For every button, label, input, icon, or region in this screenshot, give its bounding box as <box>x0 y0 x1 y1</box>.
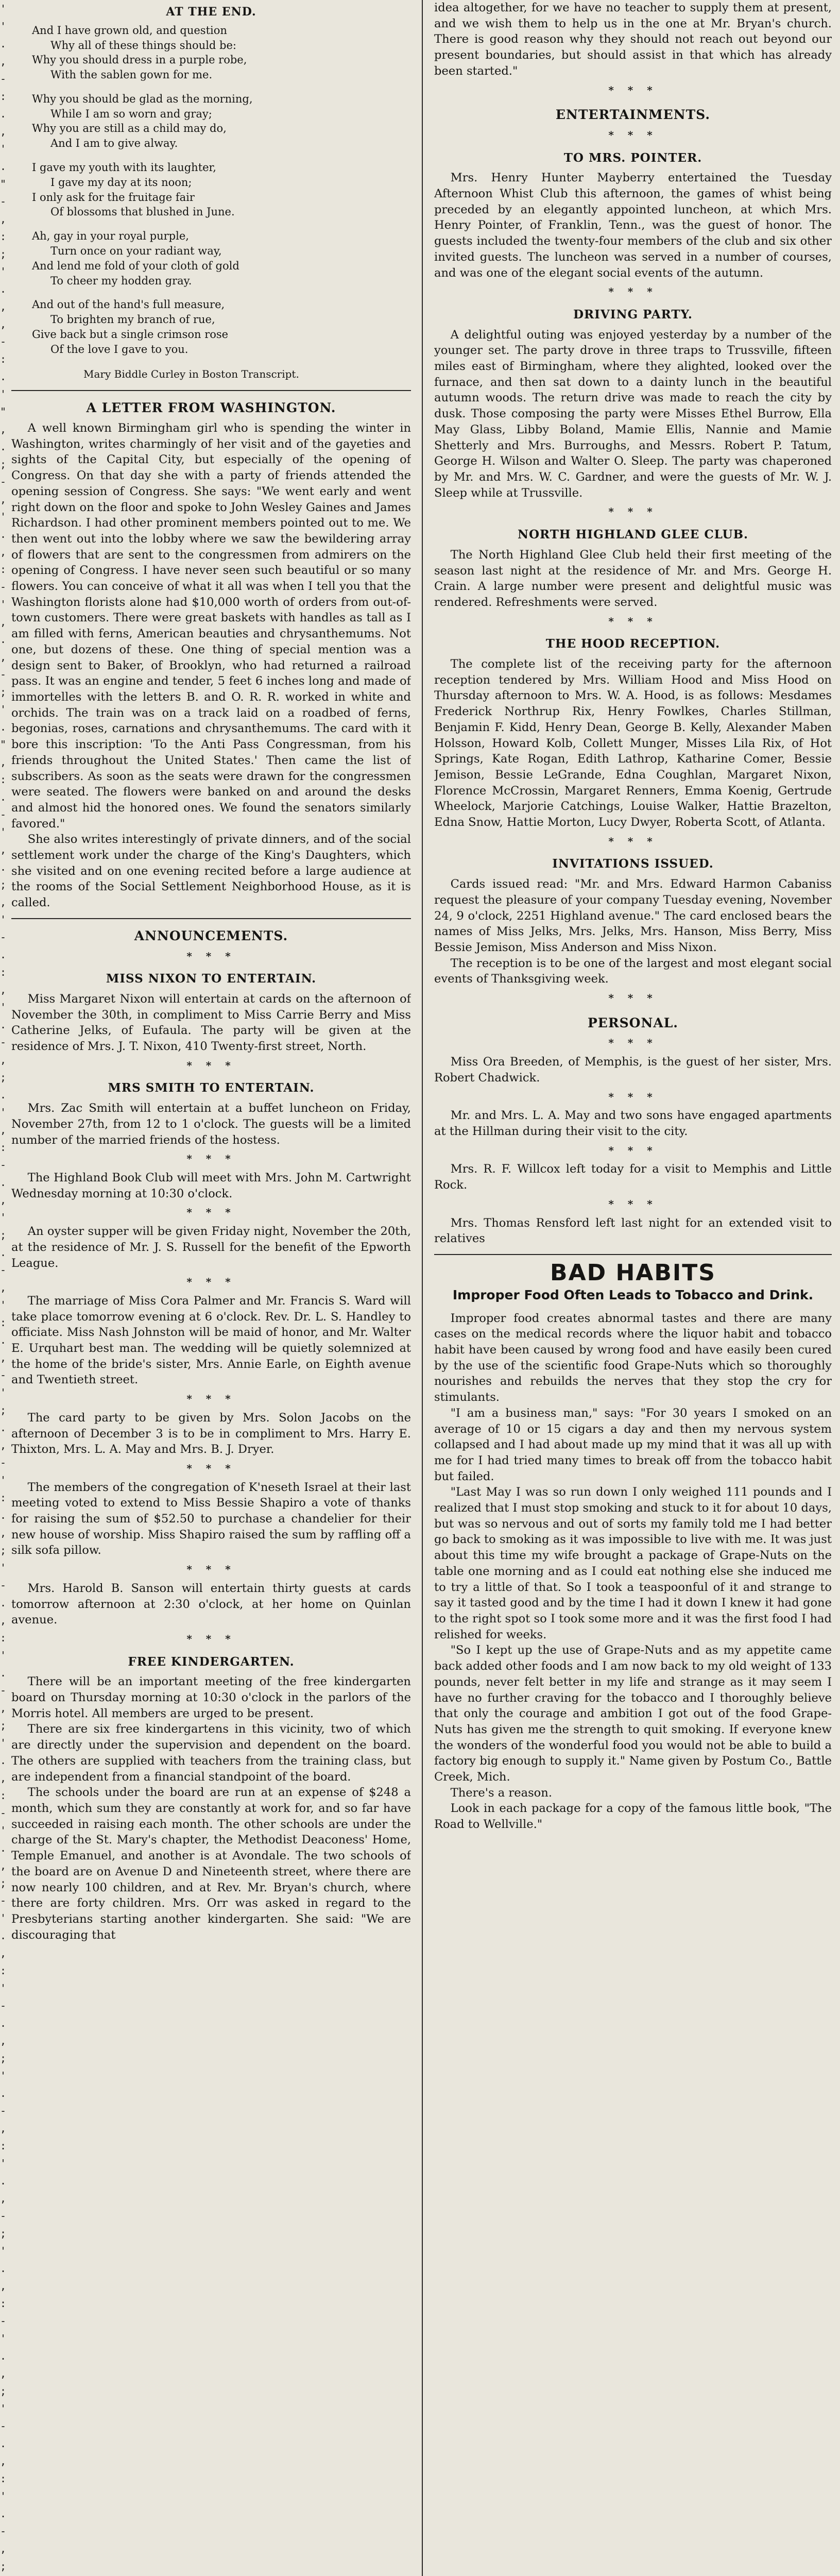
poem-stanza <box>32 23 411 82</box>
entertainment-title: TO MRS. POINTER. <box>563 150 702 165</box>
continued-text: idea altogether, for we have no teacher to supply them at present, and we wish them to help us in the one at Mr. Bryan's church. There is good reason why they should not reach out beyond our present boundaries, but should assist in that which has already been started." <box>434 1 832 78</box>
divider <box>11 918 411 919</box>
washington-article <box>11 420 411 911</box>
poem-line: Why you should be glad as the morning, <box>32 92 253 105</box>
entertainment-body: Cards issued read: "Mr. and Mrs. Edward Harmon Cabaniss request the pleasure of your company Tuesday evening, November 24, 9 o'clock, 2251 Highland avenue." The card enclosed bears the names of Miss Jelks, Mrs. Jelks, Mrs. Hanson, Miss Berry, Miss Bessie Jemison, Miss Anderson and Miss Nixon. <box>434 877 832 954</box>
poem-line: Of blossoms that blushed in June. <box>50 206 235 218</box>
personal-item: Mr. and Mrs. L. A. May and two sons have engaged apartments at the Hillman during their visit to the city. <box>434 1109 832 1138</box>
announcement-title: MRS SMITH TO ENTERTAIN. <box>108 1081 315 1095</box>
separator-stars: * * * <box>186 950 236 962</box>
ad-paragraph: Look in each package for a copy of the famous little book, "The Road to Wellville." <box>434 1802 832 1832</box>
poem-line: I only ask for the fruitage fair <box>32 191 195 204</box>
poem-line: To brighten my branch of rue, <box>50 313 215 326</box>
column-rule <box>422 0 423 2576</box>
announcement-body: The Highland Book Club will meet with Mrs. John M. Cartwright Wednesday morning at 10:30 o'clock. <box>11 1171 411 1200</box>
entertainment-body: A delightful outing was enjoyed yesterday by a number of the younger set. The party drove in three traps to Trussville, fifteen miles east of Birmingham, where they alighted, looked over the furnace, and then sat down to a dainty lunch in the beautiful autumn woods. The return drive was made to reach the city by dusk. Those composing the party were Misses Ethel Burrow, Ella May Glass, Libby Boland, Mamie Ellis, Nannie and Mamie Shetterly and Mrs. Burroughs, and Messrs. Robert P. Tatum, George H. Wilson and Walter O. Sleep. The party was chaperoned by Mr. and Mrs. W. C. Gardner, and were the guests of Mr. W. J. Sleep while at Trussville. <box>434 328 832 500</box>
announcement-title: MISS NIXON TO ENTERTAIN. <box>106 972 317 986</box>
poem-line: I gave my day at its noon; <box>50 176 192 189</box>
separator-stars: * * * <box>186 1206 236 1219</box>
entertainment-title: THE HOOD RECEPTION. <box>545 637 721 651</box>
entertainments-heading: ENTERTAINMENTS. <box>555 107 711 123</box>
article-paragraph: The schools under the board are run at an expense of $248 a month, which sum they are constantly at work for, and so far have succeeded in raising each month. The other schools are under the charge of the St. Mary's chapter, the Methodist Deaconess' Home, Temple Emanuel, and another is at Avondale. The two schools of the board are on Avenue D and Nineteenth street, where there are now nearly 100 children, and at Rev. Mr. Bryan's church, where there are forty children. Mrs. Orr was asked in regard to the Presbyterians starting another kindergarten. She said: "We are discouraging that <box>11 1786 411 1942</box>
entertainment-body: The North Highland Glee Club held their first meeting of the season last night at the residence of Mr. and Mrs. George H. Crain. A large number were present and delightful music was rendered. Refreshments were served. <box>434 548 832 609</box>
poem-line: While I am so worn and gray; <box>50 107 212 120</box>
entertainment-title: DRIVING PARTY. <box>573 307 693 321</box>
poem-line: I gave my youth with its laughter, <box>32 161 216 174</box>
separator-stars: * * * <box>608 835 658 848</box>
entertainment-body: The complete list of the receiving party for the afternoon reception tendered by Mrs. William Hood and Miss Hood on Thursday afternoon to Mrs. W. A. Hood, is as follows: Mesdames Frederick Northrup Rix, Henry Fowlkes, Charles Stillman, Benjamin F. Kidd, Henry Dean, George B. Kelly, Alexander Maben Holsson, Howard Kolb, Collett Munger, Misses Lila Rix, of Hot Springs, Kate Rogan, Edith Lathrop, Katharine Comer, Bessie Jemison, Bessie LeGrande, Edna Coughlan, Margaret Nixon, Florence McCrossin, Margaret Renners, Emma Koenig, Gertrude Wheelock, Marjorie Catchings, Louise Walker, Hattie Brazelton, Edna Snow, Hattie Morton, Lucy Dwyer, Roberta Scott, of Atlanta. <box>434 657 832 829</box>
left-edge-print-marks: ' ' . , - : . , ' . " - , : ; ' . , , - : . ' " , . ; - , ' . , : - ' , . , - ; ' . " , : . - ' , . ; , ' - . : , ' . - , ; . ' , : - . , ' ; . - , ' : . , - ' ; . , - ' : . , ; ' - . , : ' . - , ; ' . , : - ' . , ; - ' . , : ' - . , ; ' . - , : ' . , - ; ' . , : - ' . , ; ' - . , : ' . - , ; <box>0 3 7 2572</box>
separator-stars: * * * <box>608 285 658 298</box>
separator-stars: * * * <box>186 1632 236 1645</box>
article-paragraph: There are six free kindergartens in this vicinity, two of which are directly under the supervision and dependent on the board. The others are supplied with teachers from the training class, but are independent from a financial standpoint of the board. <box>11 1722 411 1784</box>
separator-stars: * * * <box>186 1059 236 1072</box>
poem-stanza <box>32 92 411 151</box>
poem-stanza <box>32 229 411 288</box>
ad-paragraph: Improper food creates abnormal tastes and there are many cases on the medical records where the liquor habit and tobacco habit have been caused by wrong food and have easily been cured by the use of the scientific food Grape-Nuts which so thoroughly nourishes and rebuilds the nerves that they stop the cry for stimulants. <box>434 1311 832 1404</box>
ad-paragraph: "Last May I was so run down I only weighed 111 pounds and I realized that I must stop smoking and stuck to it for about 10 days, but was so nervous and out of sorts my family told me I had better go back to smoking as it was impossible to live with me. It was just about this time my wife brought a package of Grape-Nuts on the table one morning and as I could eat nothing else she induced me to try a little of that. So I took a teaspoonful of it and strange to say it tasted good and by the time I had it down I knew it had gone to the right spot so I took some more and it was the first food I had relished for weeks. <box>434 1485 832 1641</box>
personal-item: Mrs. R. F. Willcox left today for a visit to Memphis and Little Rock. <box>434 1162 832 1192</box>
separator-stars: * * * <box>608 1144 658 1157</box>
separator-stars: * * * <box>186 1563 236 1576</box>
poem-line: Of the love I gave to you. <box>50 343 188 355</box>
article-paragraph: A well known Birmingham girl who is spending the winter in Washington, writes charmingly of her visit and of the gayeties and sights of the Capital City, but especially of the opening of Congress. On that day she with a party of friends attended the opening session of Congress. She says: "We went early and went right down on the floor and spoke to John Wesley Gaines and James Richardson. I had other prominent members pointed out to me. We then went out into the lobby where we saw the bewildering array of flowers that are sent to the congressmen from admirers on the opening of Congress. I have never seen such beautiful or so many flowers. You can conceive of what it all was when I tell you that the Washington florists alone had $10,000 worth of orders from out-of-town customers. There were great baskets with handles as tall as I am filled with ferns, American beauties and chrysanthemums. Not one, but dozens of these. One thing of special mention was a design sent to Baker, of Brooklyn, who had returned a railroad pass. It was an engine and tender, 5 feet 6 inches long and made of immortelles with the letters B. and O. R. R. worked in white and orchids. The train was on a track laid on a roadbed of ferns, begonias, roses, carnations and chrysanthemums. The card with it bore this inscription: 'To the Anti Pass Congressman, from his friends throughout the United States.' Then came the list of subscribers. As soon as the seats were drawn for the congressmen were seated. The flowers were banked on and around the desks and almost hid the honored ones. We found the senators similarly favored." <box>11 421 411 831</box>
separator-stars: * * * <box>186 1462 236 1475</box>
poem-author: Mary Biddle Curley in Boston Transcript. <box>83 367 299 380</box>
poem-line: Why all of these things should be: <box>50 39 236 52</box>
right-column <box>434 0 832 2576</box>
entertainment-title: NORTH HIGHLAND GLEE CLUB. <box>517 528 749 542</box>
ad-paragraph: "I am a business man," says: "For 30 years I smoked on an average of 10 or 15 cigars a day and then my nervous system collapsed and I had about made up my mind that it was all up with me for I had tried many times to break off from the tobacco habit but failed. <box>434 1406 832 1483</box>
personal-item: Miss Ora Breeden, of Memphis, is the guest of her sister, Mrs. Robert Chadwick. <box>434 1055 832 1084</box>
separator-stars: * * * <box>608 83 658 96</box>
poem-line: And lend me fold of your cloth of gold <box>32 259 239 272</box>
poem-line: Why you should dress in a purple robe, <box>32 54 247 66</box>
poem-line: Why you are still as a child may do, <box>32 122 227 135</box>
separator-stars: * * * <box>608 505 658 518</box>
washington-heading: A LETTER FROM WASHINGTON. <box>86 400 336 416</box>
separator-stars: * * * <box>608 1090 658 1103</box>
announcement-body: The marriage of Miss Cora Palmer and Mr. Francis S. Ward will take place tomorrow evening at 6 o'clock. Rev. Dr. L. S. Handley to officiate. Miss Nash Johnston will be maid of honor, and Mr. Walter E. Urquhart best man. The wedding will be quietly solemnized at the home of the bride's sister, Mrs. Annie Earle, on Eighth avenue and Twentieth street. <box>11 1294 411 1387</box>
ad-subtitle: Improper Food Often Leads to Tobacco and Drink. <box>452 1287 814 1302</box>
ad-title: BAD HABITS <box>550 1259 716 1286</box>
separator-stars: * * * <box>186 1276 236 1289</box>
divider <box>434 1254 832 1255</box>
announcement-body: The members of the congregation of K'neseth Israel at their last meeting voted to extend to Miss Bessie Shapiro a vote of thanks for raising the sum of $52.50 to purchase a chandelier for their new house of worship. Miss Shapiro raised the sum by raffling off a silk sofa pillow. <box>11 1480 411 1557</box>
personal-list <box>434 1054 832 1247</box>
poem-line: And I am to give alway. <box>50 137 178 150</box>
poem-stanza <box>32 160 411 219</box>
entertainments-list <box>434 150 832 987</box>
article-paragraph: There will be an important meeting of the free kindergarten board on Thursday morning at 10:30 o'clock in the parlors of the Morris hotel. All members are urged to be present. <box>11 1675 411 1720</box>
separator-stars: * * * <box>608 992 658 1005</box>
poem-line: Turn once on your radiant way, <box>50 245 222 258</box>
poem-line: And I have grown old, and question <box>32 24 227 37</box>
poem-line: To cheer my hodden gray. <box>50 274 192 287</box>
separator-stars: * * * <box>608 128 658 141</box>
poem-line: Ah, gay in your royal purple, <box>32 230 189 243</box>
separator-stars: * * * <box>186 1153 236 1165</box>
article-paragraph: She also writes interestingly of private dinners, and of the social settlement work under the charge of the King's Daughters, which she visited and on one evening recited before a large audience at the rooms of the Social Settlement Neighborhood House, as it is called. <box>11 833 411 910</box>
announcement-body: Mrs. Harold B. Sanson will entertain thirty guests at cards tomorrow afternoon at 2:30 o'clock, at her home on Quinlan avenue. <box>11 1581 411 1627</box>
personal-heading: PERSONAL. <box>588 1015 678 1030</box>
separator-stars: * * * <box>608 615 658 628</box>
announcements-heading: ANNOUNCEMENTS. <box>134 928 288 943</box>
poem-line: With the sablen gown for me. <box>50 69 213 81</box>
announcement-body: Mrs. Zac Smith will entertain at a buffet luncheon on Friday, November 27th, from 12 to 1 o'clock. The guests will be a limited number of the married friends of the hostess. <box>11 1101 411 1147</box>
separator-stars: * * * <box>608 1197 658 1210</box>
poem <box>32 23 411 357</box>
announcement-body: An oyster supper will be given Friday night, November the 20th, at the residence of Mr. J. S. Russell for the benefit of the Epworth League. <box>11 1225 411 1270</box>
personal-item: Mrs. Thomas Rensford left last night for an extended visit to relatives <box>434 1216 832 1246</box>
ad-paragraph: "So I kept up the use of Grape-Nuts and as my appetite came back added other foods and I am now back to my old weight of 133 pounds, never felt better in my life and strange as it may seem I have no further craving for the tobacco and I thoroughly believe that only the courage and ambition I got out of the food Grape-Nuts has given me the strength to quit smoking. If everyone knew the wonders of the wonderful food you would not be able to build a factory big enough to supply it." Name given by Postum Co., Battle Creek, Mich. <box>434 1643 832 1784</box>
kindergarten-article <box>11 1674 411 1943</box>
ad-body <box>434 1311 832 1833</box>
poem-line: Give back but a single crimson rose <box>32 328 229 341</box>
ad-paragraph: There's a reason. <box>450 1786 553 1800</box>
announcement-body: The card party to be given by Mrs. Solon Jacobs on the afternoon of December 3 is to be in compliment to Mrs. Harry E. Thixton, Mrs. L. A. May and Mrs. B. J. Dryer. <box>11 1411 411 1456</box>
kindergarten-title: FREE KINDERGARTEN. <box>128 1654 295 1669</box>
left-column <box>11 0 411 2576</box>
poem-line: And out of the hand's full measure, <box>32 298 225 311</box>
separator-stars: * * * <box>608 1037 658 1049</box>
poem-title: AT THE END. <box>166 5 256 19</box>
announcement-body: Miss Margaret Nixon will entertain at cards on the afternoon of November the 30th, in compliment to Miss Carrie Berry and Miss Catherine Jelks, of Eufaula. The party will be given at the residence of Mrs. J. T. Nixon, 410 Twenty-first street, North. <box>11 992 411 1054</box>
entertainment-body: The reception is to be one of the largest and most elegant social events of Thanksgiving week. <box>434 956 832 986</box>
announcements-list <box>11 971 411 1647</box>
entertainment-body: Mrs. Henry Hunter Mayberry entertained the Tuesday Afternoon Whist Club this afternoon, the games of whist being preceded by an elegantly appointed luncheon, at which Mrs. Henry Pointer, of Franklin, Tenn., was the guest of honor. The guests included the twenty-four members of the club and six other invited guests. The luncheon was served in a number of courses, and was one of the elegant social events of the autumn. <box>434 171 832 280</box>
entertainment-title: INVITATIONS ISSUED. <box>552 857 714 871</box>
poem-stanza <box>32 297 411 357</box>
separator-stars: * * * <box>186 1393 236 1405</box>
divider <box>11 390 411 391</box>
